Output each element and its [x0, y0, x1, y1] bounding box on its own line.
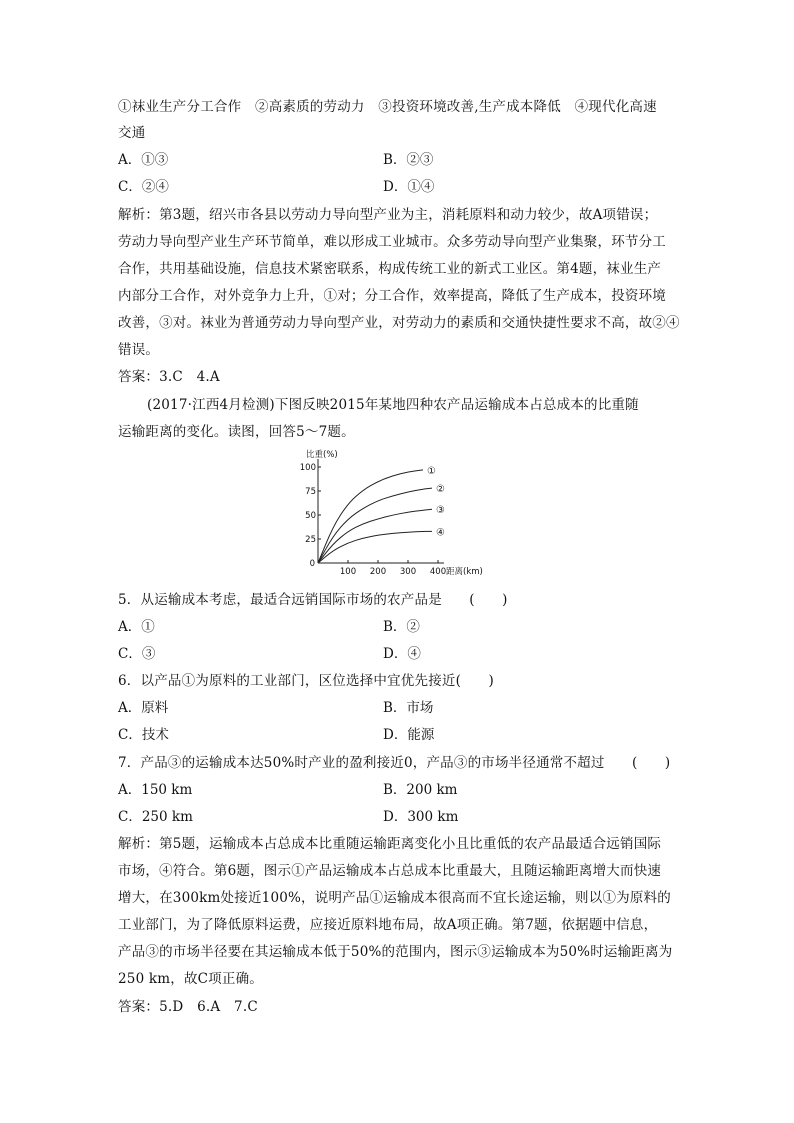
x-tick-label: 400 [429, 567, 447, 577]
series-label-4: ④ [436, 527, 445, 539]
q7-option-d: D．300 km [383, 809, 459, 825]
q4-option-d: D．①④ [383, 179, 435, 195]
q5-option-c: C．③ [118, 646, 156, 662]
y-axis-label: 比重(%) [306, 450, 338, 460]
analysis-1-line-2: 劳动力导向型产业生产环节简单，难以形成工业城市。众多劳动导向型产业集聚，环节分工 [118, 234, 666, 250]
y-tick-label: 75 [305, 487, 316, 497]
analysis-2-line-3: 增大，在300km处接近100%，说明产品①运输成本很高而不宜长途运输，则以①为原料的 [118, 890, 671, 906]
analysis-1-line-5: 改善，③对。袜业为普通劳动力导向型产业，对劳动力的素质和交通快捷性要求不高，故②④ [118, 315, 680, 331]
analysis-2-line-4: 工业部门，为了降低原料运费，应接近原料地布局，故A项正确。第7题，依据题中信息， [118, 917, 658, 933]
series-label-3: ③ [436, 505, 445, 517]
analysis-2-line-1: 解析：第5题，运输成本占总成本比重随运输距离变化小且比重低的农产品最适合远销国际 [118, 836, 662, 852]
y-tick-label: 100 [299, 463, 316, 473]
q6-option-a: A．原料 [118, 700, 169, 716]
q4-options-line-2: 交通 [118, 125, 146, 141]
analysis-1-line-4: 内部分工合作，对外竞争力上升，①对；分工合作，效率提高，降低了生产成本，投资环境 [118, 288, 666, 304]
q7-option-a: A．150 km [118, 782, 193, 798]
series-label-1: ① [427, 465, 436, 477]
q5-option-b: B．② [383, 619, 420, 635]
x-axis-label: 距离(km) [446, 567, 483, 577]
q6-option-b: B．市场 [383, 700, 434, 716]
q7-option-b: B．200 km [383, 782, 458, 798]
chart-series [318, 470, 432, 563]
q5-option-a: A．① [118, 619, 155, 635]
answer-2: 答案：5.D 6.A 7.C [118, 999, 258, 1015]
q4-option-c: C．②④ [118, 179, 169, 195]
series-label-2: ② [436, 484, 445, 496]
chart-axes [318, 459, 444, 563]
analysis-1-line-1: 解析：第3题，绍兴市各县以劳动力导向型产业为主，消耗原料和动力较少，故A项错误； [118, 207, 658, 223]
q4-options-line-1: ①袜业生产分工合作 ②高素质的劳动力 ③投资环境改善,生产成本降低 ④现代化高速 [118, 99, 657, 115]
answer-1: 答案：3.C 4.A [118, 369, 220, 385]
q4-option-a: A．①③ [118, 152, 169, 168]
transport-cost-chart [298, 448, 498, 578]
series-line-1 [318, 470, 423, 563]
chart-labels [306, 449, 483, 577]
q4-option-b: B．②③ [383, 152, 434, 168]
x-tick-label: 200 [369, 567, 387, 577]
series-line-4 [318, 531, 432, 563]
x-tick-label: 100 [339, 567, 357, 577]
q6-option-c: C．技术 [118, 727, 169, 743]
q5-option-d: D．④ [383, 646, 421, 662]
y-tick-label: 50 [305, 511, 316, 521]
analysis-2-line-5: 产品③的市场半径要在其运输成本低于50%的范围内，图示③运输成本为50%时运输距离为 [118, 944, 673, 960]
y-tick-label: 25 [305, 535, 316, 545]
origin-label: 0 [309, 559, 315, 569]
intro-line-2: 运输距离的变化。读图，回答5～7题。 [118, 424, 355, 440]
intro-line-1: (2017·江西4月检测)下图反映2015年某地四种农产品运输成本占总成本的比重随 [147, 397, 639, 413]
analysis-1-line-6: 错误。 [118, 342, 160, 358]
analysis-2-line-2: 市场，④符合。第6题，图示①产品运输成本占总成本比重最大，且随运输距离增大而快速 [118, 863, 662, 879]
analysis-2-line-6: 250 km，故C项正确。 [118, 971, 263, 987]
q7-stem: 7．产品③的运输成本达50%时产业的盈利接近0，产品③的市场半径通常不超过 ( ) [118, 755, 671, 771]
q5-stem: 5．从运输成本考虑，最适合远销国际市场的农产品是 ( ) [118, 592, 508, 608]
series-line-2 [318, 488, 432, 563]
analysis-1-line-3: 合作，共用基础设施，信息技术紧密联系，构成传统工业的新式工业区。第4题，袜业生产 [118, 261, 662, 277]
q7-option-c: C．250 km [118, 809, 193, 825]
q6-stem: 6．以产品①为原料的工业部门，区位选择中宜优先接近( ) [118, 673, 494, 689]
q6-option-d: D．能源 [383, 727, 435, 743]
x-tick-label: 300 [399, 567, 417, 577]
